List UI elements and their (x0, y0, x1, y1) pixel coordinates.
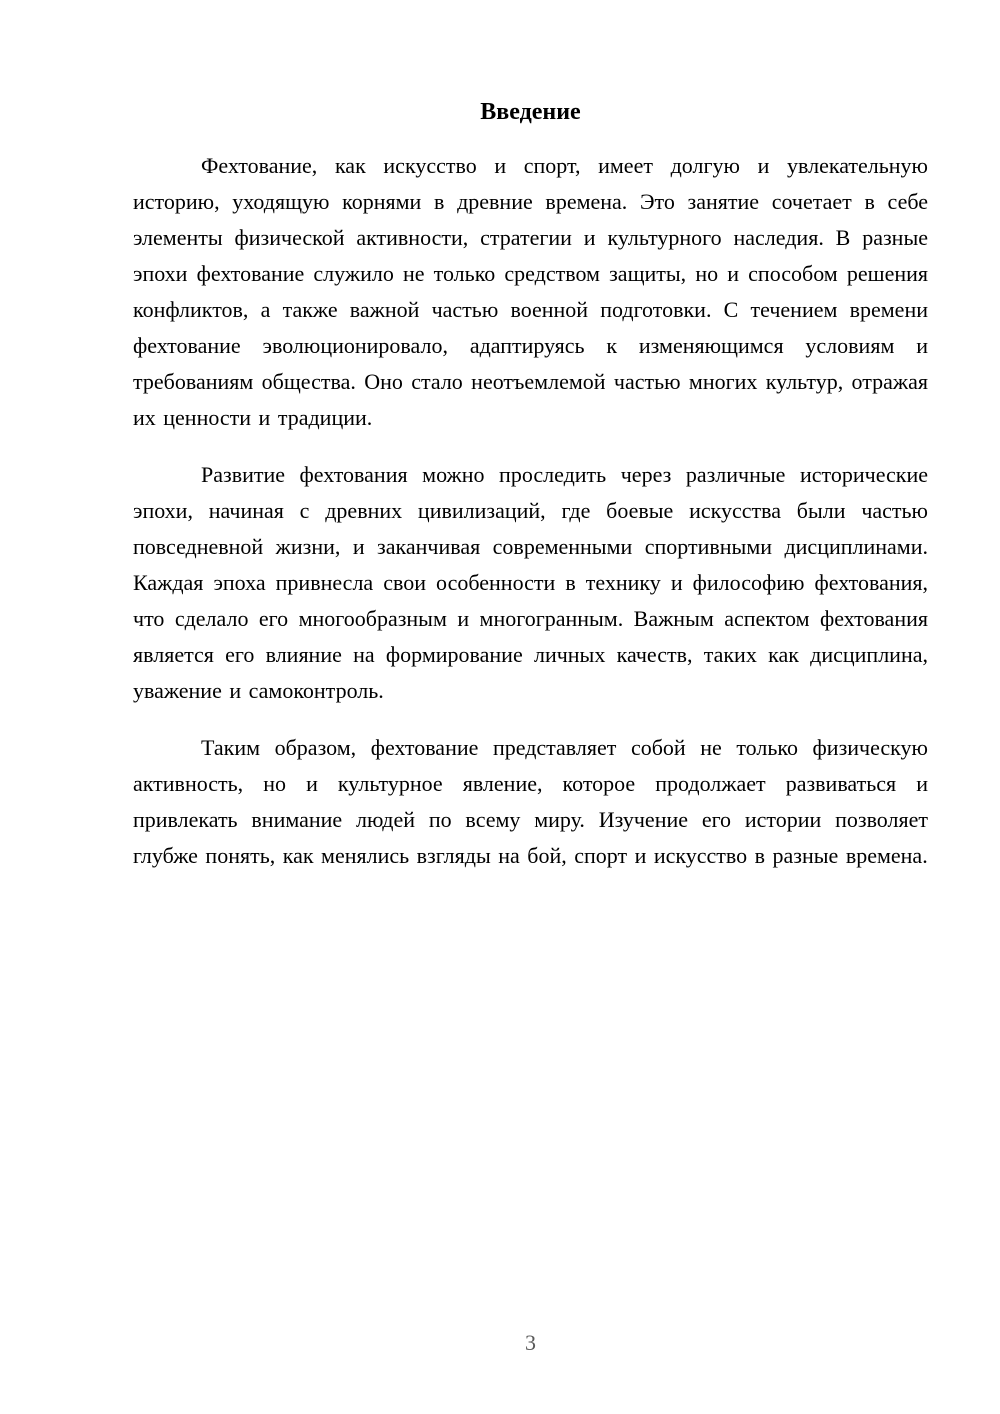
paragraph-development: Развитие фехтования можно проследить через различные исторические эпохи, начиная с древних цивилизаций, где боевые искусства были частью повседневной жизни, и заканчивая современными спортивными дисциплинами. Каждая эпоха привнесла свои особенности в технику и философию фехтования, что сделало его многообразным и многогранным. Важным аспектом фехтования является его влияние на формирование личных качеств, таких как дисциплина, уважение и самоконтроль. (133, 462, 928, 703)
document-content (133, 97, 928, 874)
page-title: Введение (480, 99, 581, 125)
page-number: 3 (525, 1330, 536, 1355)
paragraph-intro-history: Фехтование, как искусство и спорт, имеет долгую и увлекательную историю, уходящую корнями в древние времена. Это занятие сочетает в себе элементы физической активности, стратегии и культурного наследия. В разные эпохи фехтование служило не только средством защиты, но и способом решения конфликтов, а также важной частью военной подготовки. С течением времени фехтование эволюционировало, адаптируясь к изменяющимся условиям и требованиям общества. Оно стало неотъемлемой частью многих культур, отражая их ценности и традиции. (133, 153, 928, 430)
paragraph-conclusion: Таким образом, фехтование представляет собой не только физическую активность, но и культурное явление, которое продолжает развиваться и привлекать внимание людей по всему миру. Изучение его истории позволяет глубже понять, как менялись взгляды на бой, спорт и искусство в разные времена. (133, 735, 928, 868)
